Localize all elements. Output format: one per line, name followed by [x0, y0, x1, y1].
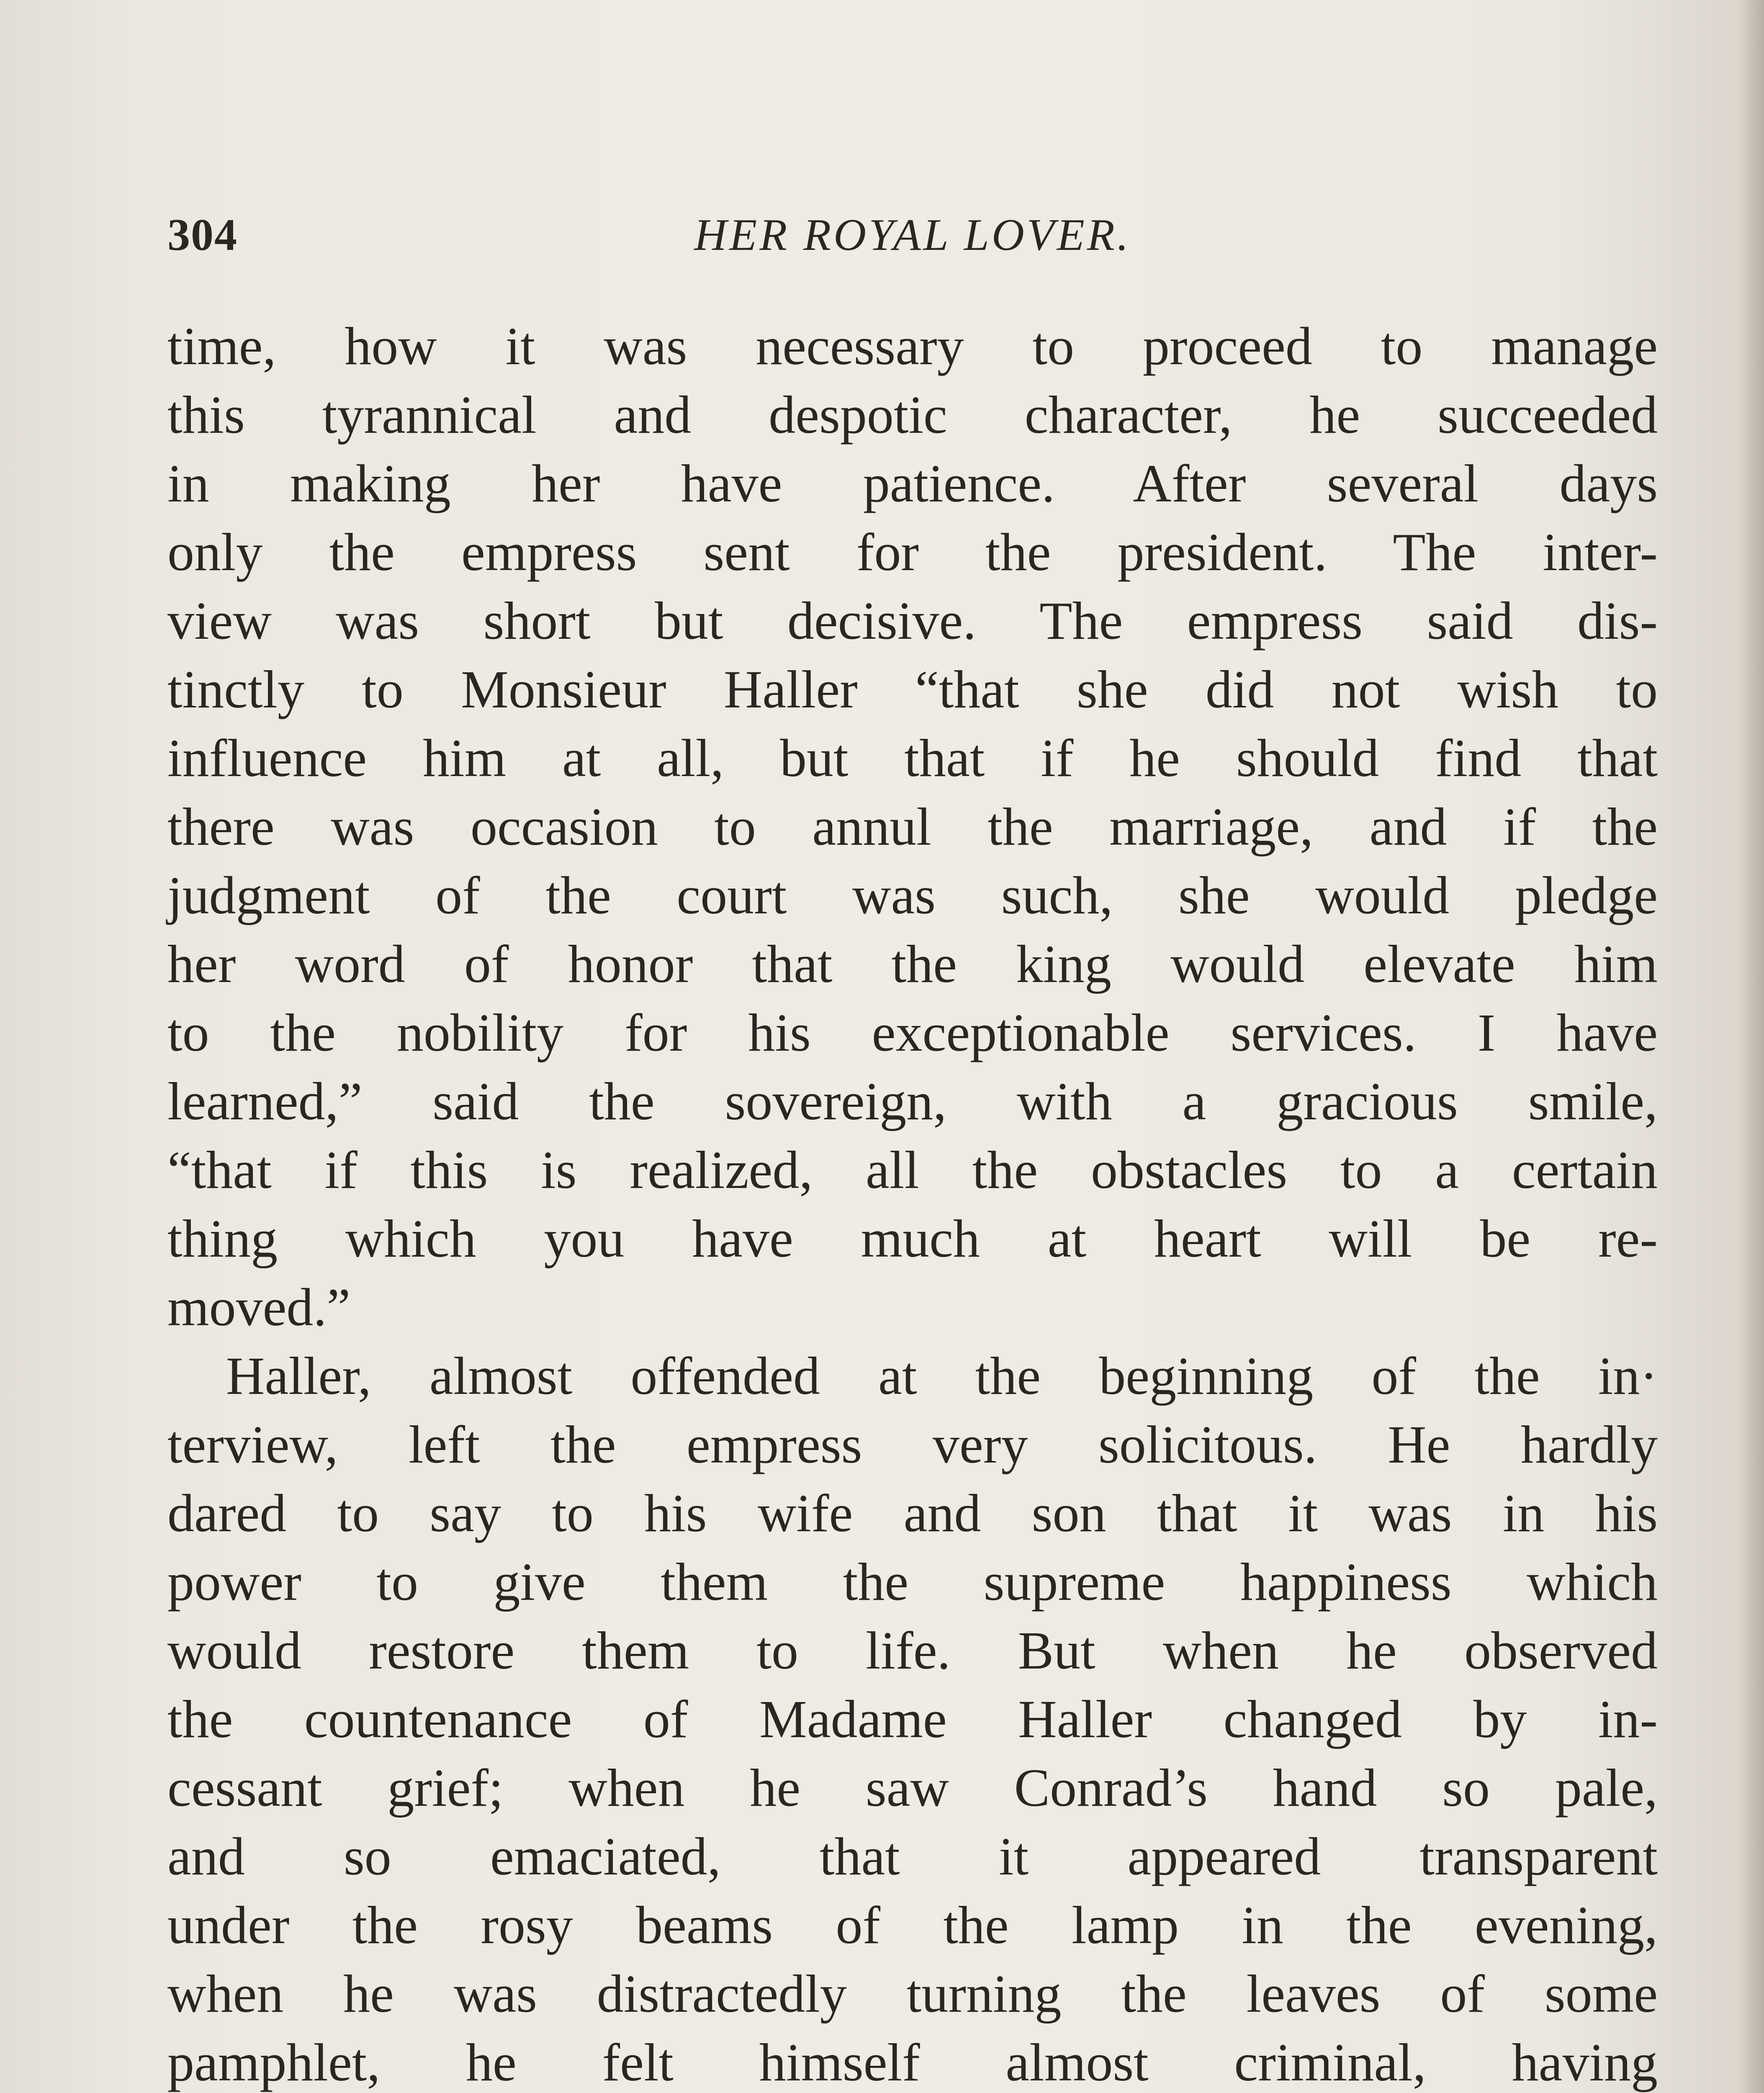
- text-line: time, how it was necessary to proceed to manage: [167, 316, 1658, 376]
- text-line: only the empress sent for the president. The inter-: [167, 522, 1658, 582]
- text-line: power to give them the supreme happiness which: [167, 1552, 1658, 1612]
- text-line: “that if this is realized, all the obstacles to a certain: [167, 1140, 1658, 1200]
- text-line: judgment of the court was such, she would pledge: [167, 866, 1658, 925]
- text-line: would restore them to life. But when he observed: [167, 1621, 1658, 1680]
- paragraph: [167, 312, 1658, 1342]
- text-line: cessant grief; when he saw Conrad’s hand so pale,: [167, 1758, 1658, 1818]
- paragraph: [167, 1342, 1658, 2093]
- text-line: her word of honor that the king would elevate him: [167, 934, 1658, 994]
- page-edge-shadow: [1739, 0, 1764, 2093]
- text-line: dared to say to his wife and son that it was in his: [167, 1484, 1658, 1543]
- text-line: view was short but decisive. The empress said dis-: [167, 591, 1658, 651]
- text-line: when he was distractedly turning the leaves of some: [167, 1964, 1658, 2024]
- text-line: tinctly to Monsieur Haller “that she did not wish to: [167, 660, 1658, 719]
- running-title: HER ROYAL LOVER.: [694, 210, 1131, 260]
- text-line: influence him at all, but that if he should find that: [167, 728, 1658, 788]
- text-line: to the nobility for his exceptionable services. I have: [167, 1003, 1658, 1062]
- body-text: [167, 312, 1658, 2093]
- text-line: there was occasion to annul the marriage, and if the: [167, 797, 1658, 856]
- running-head: [167, 209, 1658, 272]
- text-line: under the rosy beams of the lamp in the evening,: [167, 1895, 1658, 1955]
- text-line: pamphlet, he felt himself almost criminal, having: [167, 2033, 1658, 2092]
- text-line: the countenance of Madame Haller changed by in-: [167, 1689, 1658, 1749]
- text-line: in making her have patience. After several days: [167, 454, 1658, 513]
- text-line: learned,” said the sovereign, with a gracious smile,: [167, 1072, 1658, 1131]
- text-line: terview, left the empress very solicitous. He hardly: [167, 1415, 1658, 1474]
- text-line: this tyrannical and despotic character, he succeeded: [167, 385, 1658, 445]
- text-line: Haller, almost offended at the beginning of the in·: [226, 1346, 1658, 1406]
- page-number: 304: [167, 210, 238, 260]
- text-line: moved.”: [167, 1278, 351, 1337]
- text-line: and so emaciated, that it appeared transparent: [167, 1827, 1658, 1886]
- text-line: thing which you have much at heart will be re-: [167, 1209, 1658, 1268]
